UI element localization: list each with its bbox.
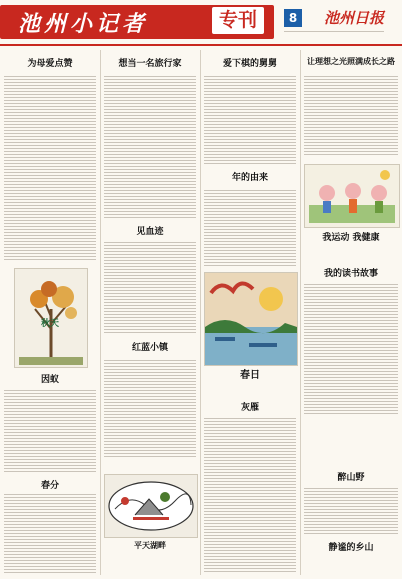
article-body xyxy=(304,488,398,534)
article-title: 红蓝小镇 xyxy=(131,343,168,353)
newspaper-logo: 池州日报 xyxy=(324,9,385,27)
article-title: 爱下棋的舅舅 xyxy=(222,59,277,69)
article-body xyxy=(204,190,296,266)
article-title: 醉山野 xyxy=(337,473,365,483)
article-body xyxy=(304,76,398,156)
article-body xyxy=(4,76,96,261)
column-divider xyxy=(200,50,201,575)
article-body xyxy=(104,242,196,334)
artwork-title: 秋天 xyxy=(40,319,59,329)
article-body xyxy=(4,494,96,574)
special-edition-label: 专刊 xyxy=(212,7,264,34)
column-divider xyxy=(100,50,101,575)
article-body xyxy=(104,76,196,218)
article-title: 我运动 我健康 xyxy=(322,233,380,243)
article-title: 年的由来 xyxy=(231,173,268,183)
article-body xyxy=(4,390,96,472)
article-body xyxy=(204,76,296,164)
article-title: 见血迹 xyxy=(136,227,164,237)
page-number: 8 xyxy=(284,9,302,27)
artwork-image xyxy=(104,474,198,538)
artwork-title: 春日 xyxy=(240,370,260,381)
article-title: 想当一名旅行家 xyxy=(118,59,182,69)
article-body xyxy=(304,284,398,414)
article-body xyxy=(104,360,196,458)
artwork-image xyxy=(204,272,298,366)
section-title: 池州小记者 xyxy=(18,11,149,37)
edition-meta xyxy=(284,30,384,35)
masthead-rule xyxy=(0,44,402,46)
article-title: 为母爱点赞 xyxy=(27,59,73,69)
article-title: 春分 xyxy=(40,481,59,491)
article-title: 我的读书故事 xyxy=(323,269,378,279)
article-body xyxy=(204,418,296,572)
artwork-image xyxy=(304,164,400,228)
artwork-title: 平天湖畔 xyxy=(134,540,166,550)
article-title: 让理想之光照满成长之路 xyxy=(307,56,395,66)
article-title: 静谧的乡山 xyxy=(328,543,374,553)
masthead xyxy=(0,0,402,44)
article-title: 因蚁 xyxy=(40,375,59,385)
article-title: 灰雁 xyxy=(240,403,259,413)
column-divider xyxy=(300,50,301,575)
